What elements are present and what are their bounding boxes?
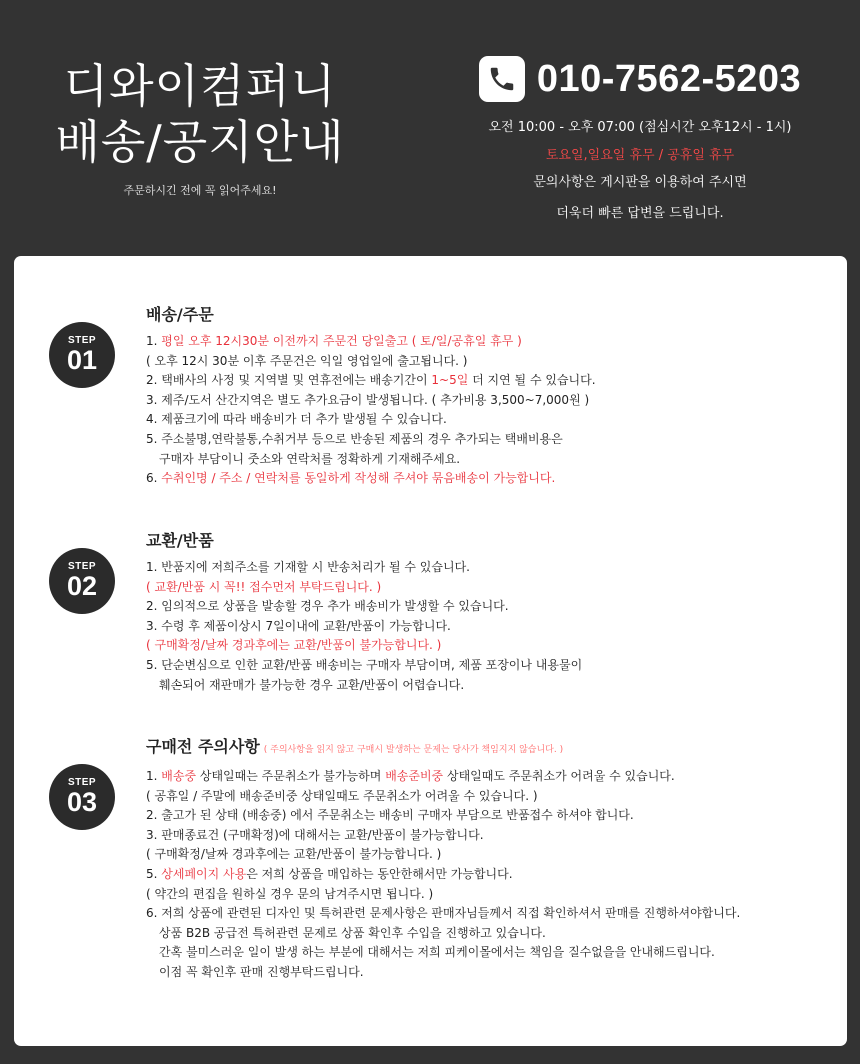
contact-block [440, 56, 840, 221]
list-item: 1. 배송중 상태일때는 주문취소가 불가능하며 배송준비중 상태일때도 주문취소가 어려울 수 있습니다. [146, 769, 675, 783]
step-label: STEP [67, 561, 97, 572]
step-label: STEP [67, 777, 97, 788]
brand-block [0, 58, 400, 198]
header [0, 0, 860, 255]
closed-days: 토요일,일요일 휴무 / 공휴일 휴무 [545, 148, 735, 163]
list-item: 5. 상세페이지 사용은 저희 상품을 매입하는 동안한해서만 가능합니다. [146, 866, 513, 881]
business-hours: 오전 10:00 - 오후 07:00 (점심시간 오후12시 - 1시) [488, 120, 792, 135]
inquiry-text-2: 더욱더 빠른 답변을 드립니다. [556, 206, 724, 221]
list-item: 구매자 부담이니 줏소와 연락처를 정확하게 기재해주세요. [159, 451, 461, 466]
precaution-note: ( 주의사항을 읽지 않고 구매시 발생하는 문제는 당사가 책임지지 않습니다. ) [263, 745, 564, 755]
list-item: 3. 수령 후 제품이상시 7일이내에 교환/반품이 가능합니다. [146, 618, 451, 633]
list-item: 이점 꼭 확인후 판매 진행부탁드립니다. [159, 964, 364, 979]
section-content [146, 530, 836, 695]
step-label: STEP [67, 335, 97, 346]
notice-card [14, 256, 847, 1046]
phone-row [440, 56, 840, 102]
list-item: 5. 단순변심으로 인한 교환/반품 배송비는 구매자 부담이며, 제품 포장이나 내용물이 [146, 657, 583, 672]
step-number: 01 [66, 345, 98, 375]
list-item: ( 약간의 편집을 원하실 경우 문의 남겨주시면 됩니다. ) [146, 886, 434, 901]
list-item: 간혹 불미스러운 일이 발생 하는 부분에 대해서는 저희 피케이몰에서는 책임을 질수없을을 안내해드립니다. [159, 945, 715, 960]
section-title: 구매전 주의사항 ( 주의사항을 읽지 않고 구매시 발생하는 문제는 당사가 책임지지 않습니다. ) [146, 737, 564, 756]
list-item: 5. 주소불명,연락불통,수취거부 등으로 반송된 제품의 경우 추가되는 택배비용은 [146, 431, 563, 446]
list-item: 3. 제주/도서 산간지역은 별도 추가요금이 발생됩니다. ( 추가비용 3,500~7,000원 ) [146, 392, 590, 407]
list-item: 2. 임의적으로 상품을 발송할 경우 추가 배송비가 발생할 수 있습니다. [146, 599, 509, 614]
phone-icon [479, 56, 525, 102]
list-item: ( 공휴일 / 주말에 배송준비중 상태일때도 주문취소가 어려울 수 있습니다. ) [146, 788, 538, 803]
step-badge-02 [49, 548, 115, 614]
step-badge-01 [49, 322, 115, 388]
list-item: 훼손되어 재판매가 불가능한 경우 교환/반품이 어렵습니다. [159, 677, 465, 692]
section-content [146, 304, 836, 489]
list-item: 6. 수취인명 / 주소 / 연락처를 동일하게 작성해 주셔야 묶음배송이 가능합니다. [146, 471, 556, 486]
list-item: 2. 택배사의 사정 및 지역별 및 연휴전에는 배송기간이 1~5일 더 지연 될 수 있습니다. [146, 373, 596, 388]
step-number: 02 [66, 571, 98, 601]
list-item: 3. 판매종료건 (구매확정)에 대해서는 교환/반품이 불가능합니다. [146, 827, 484, 842]
list-item: ( 교환/반품 시 꼭!! 접수먼저 부탁드립니다. ) [146, 579, 382, 594]
section-title: 교환/반품 [146, 531, 214, 550]
page-title: 배송/공지안내 [55, 115, 345, 169]
step-number: 03 [66, 787, 98, 817]
section-content [146, 736, 836, 983]
phone-number[interactable]: 010-7562-5203 [536, 57, 802, 100]
list-item: 2. 출고가 된 상태 (배송중) 에서 주문취소는 배송비 구매자 부담으로 반품접수 하셔야 합니다. [146, 808, 634, 823]
list-item: 4. 제품크기에 따라 배송비가 더 추가 발생될 수 있습니다. [146, 412, 447, 427]
list-item: 1. 반품지에 저희주소를 기재할 시 반송처리가 될 수 있습니다. [146, 560, 470, 574]
section-title: 배송/주문 [146, 305, 214, 324]
step-badge-03 [49, 764, 115, 830]
list-item: 1. 평일 오후 12시30분 이전까지 주문건 당일출고 ( 토/일/공휴일 휴무 ) [146, 334, 522, 348]
list-item: ( 구매확정/날짜 경과후에는 교환/반품이 불가능합니다. ) [146, 847, 442, 862]
list-item: ( 오후 12시 30분 이후 주문건은 익일 영업일에 출고됩니다. ) [146, 353, 468, 368]
list-item: ( 구매확정/날짜 경과후에는 교환/반품이 불가능합니다. ) [146, 638, 442, 653]
list-item: 상품 B2B 공급전 특허관련 문제로 상품 확인후 수입을 진행하고 있습니다. [159, 925, 546, 940]
inquiry-text-1: 문의사항은 게시판을 이용하여 주시면 [533, 175, 747, 190]
brand-subtitle: 주문하시긴 전에 꼭 읽어주세요! [123, 184, 277, 197]
list-item: 6. 저희 상품에 관련된 디자인 및 특허관련 문제사항은 판매자님들께서 직접 확인하셔서 판매를 진행하셔야합니다. [146, 906, 741, 921]
brand-name: 디와이컴퍼니 [63, 59, 337, 113]
